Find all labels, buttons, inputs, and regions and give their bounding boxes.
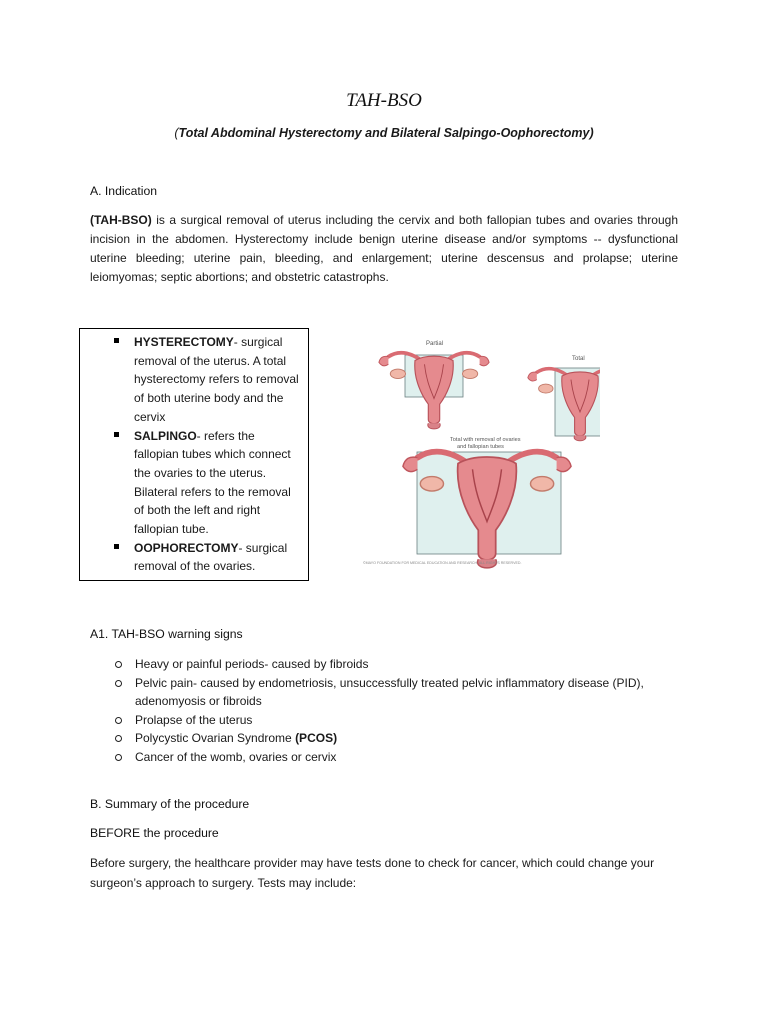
label-removal-2: and fallopian tubes (457, 444, 504, 450)
definition-term: OOPHORECTOMY (134, 540, 239, 555)
definitions-box (79, 328, 309, 581)
definition-text: - surgical removal of the ovaries. (134, 540, 288, 574)
circle-bullet-icon (115, 661, 122, 668)
definition-item (80, 333, 308, 427)
figure-copyright: ©MAYO FOUNDATION FOR MEDICAL EDUCATION AND RESEARCH. ALL RIGHTS RESERVED. (363, 561, 522, 565)
list-item (115, 655, 695, 674)
definition-item (80, 539, 308, 576)
list-item-text: Heavy or painful periods- caused by fibroids (135, 657, 369, 671)
subtitle-open-paren: ( (174, 126, 179, 140)
list-item (115, 748, 695, 767)
definition-term: SALPINGO (134, 428, 197, 443)
warning-signs-list (115, 655, 695, 767)
definition-text: - refers the fallopian tubes which connect the ovaries to the uterus. Bilateral refers to the removal of both the left and right fallopian tube. (134, 428, 291, 537)
uterus-partial (379, 353, 489, 429)
list-item (115, 729, 695, 748)
label-removal-1: Total with removal of ovaries (450, 437, 521, 443)
list-item-bold: (PCOS) (295, 731, 338, 746)
section-a-heading: A. Indication (90, 184, 158, 198)
list-item-text: Cancer of the womb, ovaries or cervix (135, 749, 337, 764)
subtitle-text: Total Abdominal Hysterectomy and Bilateral Salpingo-Oophorectomy) (178, 126, 594, 140)
section-a-lead: (TAH-BSO) (90, 213, 152, 227)
list-item-text: Prolapse of the uterus (135, 712, 253, 727)
circle-bullet-icon (115, 754, 122, 761)
hysterectomy-diagram (360, 330, 600, 570)
section-b-heading: B. Summary of the procedure (90, 797, 250, 811)
list-item (115, 674, 695, 711)
document-subtitle (0, 126, 768, 140)
document-title: TAH-BSO (346, 90, 422, 111)
definition-text: - surgical removal of the uterus. A total hysterectomy refers to removal of both uterine body and the cervix (134, 335, 299, 424)
square-bullet-icon (114, 432, 119, 437)
definitions-list (80, 329, 308, 576)
section-b-subheading: BEFORE the procedure (90, 826, 219, 840)
square-bullet-icon (114, 338, 119, 343)
circle-bullet-icon (115, 735, 122, 742)
list-item-text: Polycystic Ovarian Syndrome (135, 731, 296, 746)
definition-item (80, 427, 308, 539)
circle-bullet-icon (115, 680, 122, 687)
definition-term: HYSTERECTOMY (134, 335, 234, 349)
section-a-paragraph (90, 211, 678, 287)
list-item-text: Pelvic pain- caused by endometriosis, unsuccessfully treated pelvic inflammatory disease (PID), adenomyosis or fibroids (135, 675, 644, 709)
square-bullet-icon (114, 544, 119, 549)
circle-bullet-icon (115, 717, 122, 724)
section-a-body: is a surgical removal of uterus including the cervix and both fallopian tubes and ovaries through incision in the abdomen. Hysterectomy include benign uterine disease and/or symptoms -- dysfunctional uterine bleeding; uterine pain, bleeding, and enlargement; uterine descensus and prolapse; uterine leiomyomas; septic abortions; and obstetric catastrophs. (90, 213, 678, 284)
label-total: Total (572, 356, 585, 362)
section-b-paragraph: Before surgery, the healthcare provider may have tests done to check for cancer, which could change your surgeon’s approach to surgery. Tests may include: (90, 856, 655, 890)
list-item (115, 711, 695, 730)
section-a1-heading: A1. TAH-BSO warning signs (90, 627, 243, 641)
label-partial: Partial (426, 341, 444, 347)
